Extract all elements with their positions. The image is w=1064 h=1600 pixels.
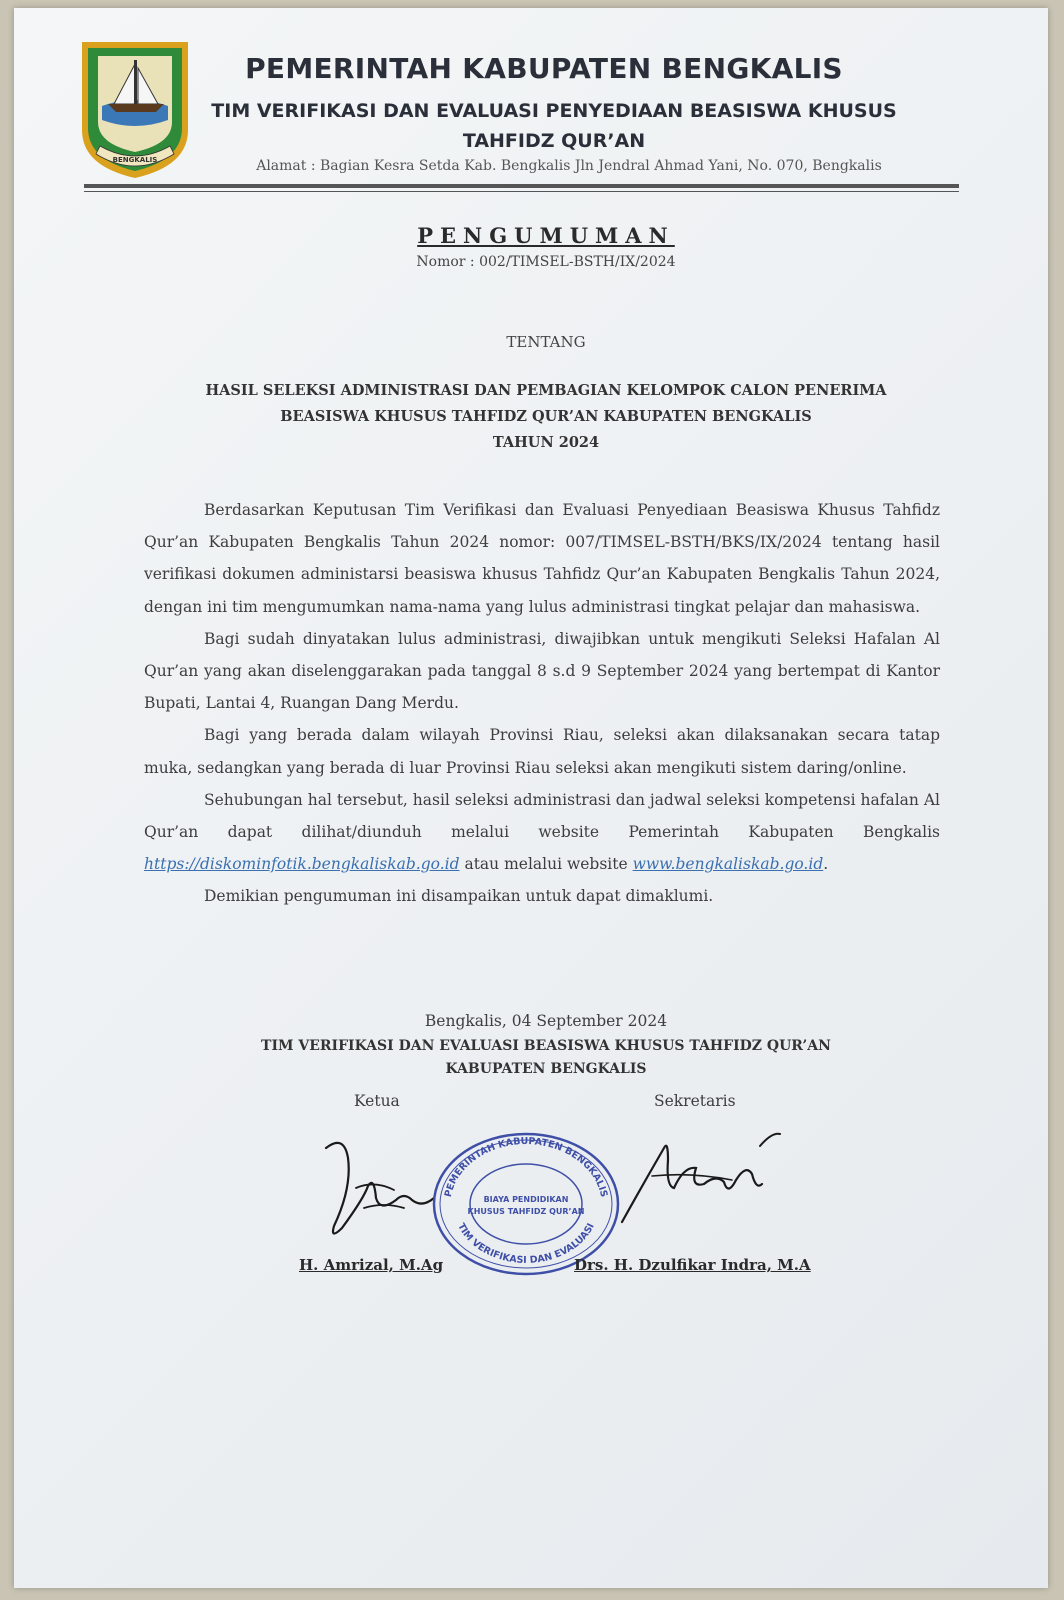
bengkaliskab-link[interactable]: www.bengkaliskab.go.id: [632, 855, 824, 874]
secretary-name: Drs. H. Dzulfikar Indra, M.A: [574, 1256, 811, 1274]
team-subtitle-line-2: TAHFIDZ QUR’AN: [462, 130, 646, 152]
paragraph-4-text-a: Sehubungan hal tersebut, hasil seleksi administrasi dan jadwal seleksi kompetensi hafalan Al Qur’an dapat dilihat/diunduh melalui website Pemerintah Kabupaten Bengkalis: [144, 790, 940, 842]
document-page: [14, 8, 1048, 1588]
chairman-name: H. Amrizal, M.Ag: [299, 1256, 444, 1274]
body-paragraph-2: Bagi sudah dinyatakan lulus administrasi, diwajibkan untuk mengikuti Seleksi Hafalan Al Qur’an yang akan diselenggarakan pada tanggal 8 s.d 9 September 2024 yang bertempat di Kantor Bupati, Lantai 4, Ruangan Dang Merdu.: [144, 629, 940, 713]
body-paragraph-4: [144, 784, 940, 881]
about-label: TENTANG: [506, 333, 586, 351]
stamp-inner-line-2: KHUSUS TAHFIDZ QUR’AN: [467, 1207, 585, 1216]
header-rule-thick: [84, 184, 959, 188]
place-and-date: Bengkalis, 04 September 2024: [424, 1012, 668, 1030]
team-subtitle-line-1: TIM VERIFIKASI DAN EVALUASI PENYEDIAAN BEASISWA KHUSUS: [211, 100, 897, 122]
secretary-signature: [612, 1126, 802, 1236]
stamp-inner-line-1: BIAYA PENDIDIKAN: [483, 1195, 569, 1204]
body-paragraph-5: Demikian pengumuman ini disampaikan untuk dapat dimaklumi.: [204, 887, 714, 906]
role-secretary: Sekretaris: [654, 1092, 736, 1110]
role-chairman: Ketua: [354, 1092, 400, 1110]
announcement-heading: PENGUMUMAN: [417, 223, 675, 248]
announcement-body: [144, 494, 940, 913]
diskominfotik-link[interactable]: https://diskominfotik.bengkaliskab.go.id: [144, 855, 460, 874]
subject-line-3: TAHUN 2024: [492, 434, 600, 451]
signing-team-line-2: KABUPATEN BENGKALIS: [445, 1061, 647, 1077]
signing-team-line-1: TIM VERIFIKASI DAN EVALUASI BEASISWA KHUSUS TAHFIDZ QUR’AN: [261, 1038, 831, 1054]
svg-text:PEMERINTAH KABUPATEN BENGKALIS: [443, 1136, 609, 1198]
subject-line-1: HASIL SELEKSI ADMINISTRASI DAN PEMBAGIAN KELOMPOK CALON PENERIMA: [205, 382, 887, 399]
stamp-outer-top-text: PEMERINTAH KABUPATEN BENGKALIS: [442, 1135, 610, 1199]
paragraph-4-text-b: atau melalui website: [459, 855, 633, 874]
paragraph-4-text-c: .: [823, 855, 829, 874]
body-paragraph-3: Bagi yang berada dalam wilayah Provinsi Riau, seleksi akan dilaksanakan secara tatap muka, sedangkan yang berada di luar Provinsi Riau seleksi akan mengikuti sistem daring/online.: [144, 726, 940, 777]
body-paragraph-1: Berdasarkan Keputusan Tim Verifikasi dan Evaluasi Penyediaan Beasiswa Khusus Tahfidz Qur’an Kabupaten Bengkalis Tahun 2024 nomor: 007/TIMSEL-BSTH/BKS/IX/2024 tentang hasil verifikasi dokumen administarsi beasiswa khusus Tahfidz Qur’an Kabupaten Bengkalis Tahun 2024, dengan ini tim mengumumkan nama-nama yang lulus administrasi tingkat pelajar dan mahasiswa.: [144, 501, 940, 616]
announcement-number: Nomor : 002/TIMSEL-BSTH/IX/2024: [416, 254, 676, 270]
stamp-outer-bottom-text: TIM VERIFIKASI DAN EVALUASI: [455, 1221, 597, 1266]
government-title: PEMERINTAH KABUPATEN BENGKALIS: [245, 52, 843, 85]
bengkalis-coat-of-arms-logo: [78, 38, 192, 180]
header-rule-thin: [84, 191, 959, 192]
office-address: Alamat : Bagian Kesra Setda Kab. Bengkalis Jln Jendral Ahmad Yani, No. 070, Bengkalis: [256, 158, 882, 174]
svg-text:BENGKALIS: BENGKALIS: [112, 156, 158, 164]
subject-line-2: BEASISWA KHUSUS TAHFIDZ QUR’AN KABUPATEN BENGKALIS: [280, 408, 812, 425]
announcement-subject: [114, 378, 978, 456]
